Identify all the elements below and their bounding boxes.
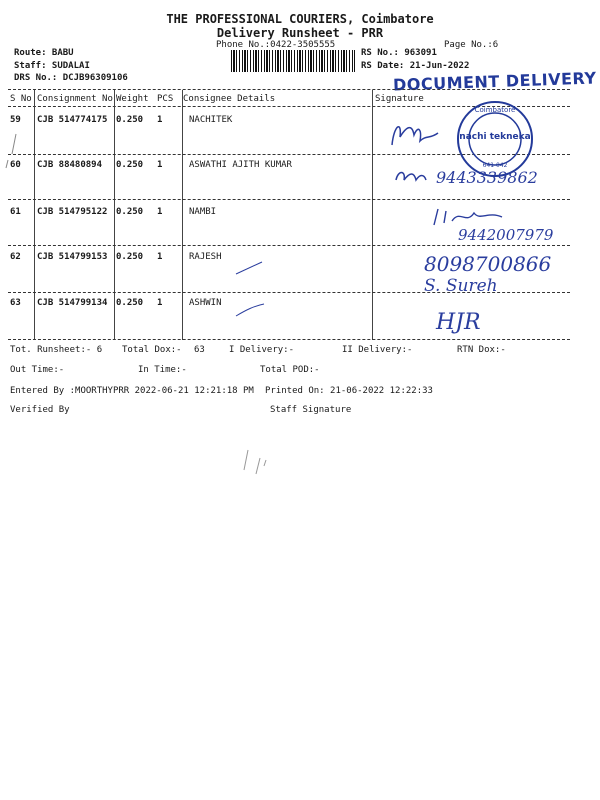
row-61-sno: 61 — [10, 207, 21, 217]
row-60-pcs: 1 — [157, 160, 163, 170]
drs-number: DRS No.: DCJB96309106 — [14, 73, 128, 83]
row-61-consignment: CJB 514795122 — [37, 207, 108, 217]
seal-center-text: nachi tekneka — [459, 132, 531, 142]
row-62-consignee: RAJESH — [189, 252, 222, 262]
row-63-consignment: CJB 514799134 — [37, 298, 108, 308]
page-number: Page No.:6 — [444, 40, 499, 50]
runsheet-subtitle: Delivery Runsheet - PRR — [216, 26, 384, 40]
row-rule — [8, 199, 570, 200]
row-59-consignee: NACHITEK — [189, 115, 233, 125]
total-dox-value: 63 — [194, 345, 205, 355]
row-63-sno: 63 — [10, 298, 21, 308]
header-signature: Signature — [375, 94, 424, 104]
col-divider-2 — [114, 90, 115, 340]
handwritten-name-3: S. Sureh — [424, 276, 498, 296]
staff-signature: Staff Signature — [270, 405, 352, 415]
out-time: Out Time:- — [10, 365, 65, 375]
row-62-weight: 0.250 — [116, 252, 144, 262]
header-pcs: PCS — [157, 94, 174, 104]
pen-mark-63-icon — [232, 300, 272, 322]
row-59-pcs: 1 — [157, 115, 163, 125]
tot-runsheet: Tot. Runsheet:- 6 — [10, 345, 103, 355]
entered-by: Entered By :MOORTHYPRR 2022-06-21 12:21:18 PM — [10, 386, 254, 396]
handwritten-phone-3: 8098700866 — [424, 252, 552, 276]
rs-number: RS No.: 963091 — [361, 48, 437, 58]
header-weight: Weight — [116, 94, 149, 104]
route-label: Route: BABU — [14, 48, 74, 58]
row-59-consignment: CJB 514774175 — [37, 115, 108, 125]
phone-number: Phone No.:0422-3505555 — [216, 40, 336, 50]
row-61-consignee: NAMBI — [189, 207, 217, 217]
col-divider-1 — [34, 90, 35, 340]
printed-on: Printed On: 21-06-2022 12:22:33 — [265, 386, 433, 396]
header-consignee: Consignee Details — [183, 94, 276, 104]
seal-top-text: Coimbatore — [474, 106, 516, 114]
rtn-dox: RTN Dox:- — [457, 345, 506, 355]
handwritten-phone-2: 9442007979 — [458, 226, 554, 244]
header-consignment: Consignment No — [37, 94, 113, 104]
company-title: THE PROFESSIONAL COURIERS, Coimbatore — [166, 12, 434, 26]
row-60-consignee: ASWATHI AJITH KUMAR — [189, 160, 292, 170]
total-pod: Total POD:- — [260, 365, 320, 375]
rs-date: RS Date: 21-Jun-2022 — [361, 61, 470, 71]
barcode — [231, 50, 355, 72]
table-bottom-rule — [8, 339, 570, 340]
seal-bottom-text: 641 042 — [482, 162, 508, 169]
row-60-weight: 0.250 — [116, 160, 144, 170]
handwritten-initials-4: HJR — [436, 310, 481, 335]
row-62-sno: 62 — [10, 252, 21, 262]
header-sno: S No — [10, 94, 32, 104]
staff-label: Staff: SUDALAI — [14, 61, 90, 71]
row-62-pcs: 1 — [157, 252, 163, 262]
in-time: In Time:- — [138, 365, 187, 375]
verified-by: Verified By — [10, 405, 70, 415]
document-delivery-stamp: DOCUMENT DELIVERY — [392, 68, 597, 95]
scan-mark-icon — [240, 440, 270, 480]
row-63-pcs: 1 — [157, 298, 163, 308]
row-61-weight: 0.250 — [116, 207, 144, 217]
row-60-sno: 60 — [10, 160, 21, 170]
row-61-pcs: 1 — [157, 207, 163, 217]
ii-delivery: II Delivery:- — [342, 345, 413, 355]
i-delivery: I Delivery:- — [229, 345, 295, 355]
table-top-rule — [8, 89, 570, 90]
row-59-weight: 0.250 — [116, 115, 144, 125]
col-divider-3 — [182, 90, 183, 340]
signature-59-icon — [382, 115, 452, 155]
total-dox-label: Total Dox:- — [122, 345, 182, 355]
signature-60-icon — [392, 166, 432, 188]
col-divider-4 — [372, 90, 373, 340]
company-seal — [456, 100, 534, 178]
pen-mark-62-icon — [232, 258, 272, 280]
row-59-sno: 59 — [10, 115, 21, 125]
row-63-consignee: ASHWIN — [189, 298, 222, 308]
row-63-weight: 0.250 — [116, 298, 144, 308]
row-rule — [8, 245, 570, 246]
margin-mark-icon — [2, 130, 22, 170]
row-62-consignment: CJB 514799153 — [37, 252, 108, 262]
handwritten-phone-1: 9443339862 — [436, 168, 538, 187]
row-60-consignment: CJB 88480894 — [37, 160, 103, 170]
